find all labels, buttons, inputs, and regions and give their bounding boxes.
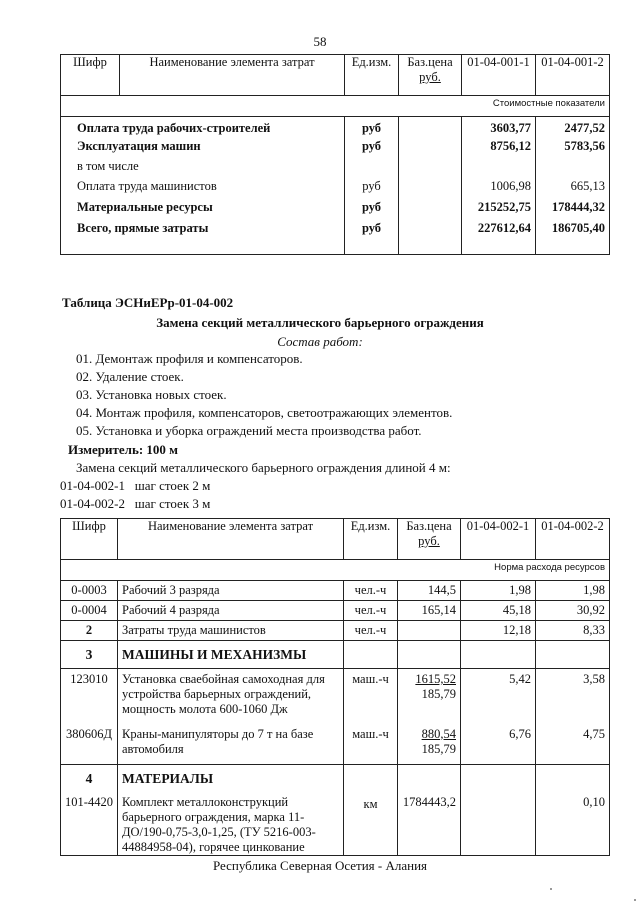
- header-unit: Ед.изм.: [345, 55, 399, 96]
- table-row: в том числе: [61, 159, 610, 179]
- page-number: 58: [313, 34, 327, 49]
- header-col2: 01-04-002-2: [536, 519, 610, 560]
- footer: Республика Северная Осетия - Алания: [212, 858, 428, 873]
- list-item: 05. Установка и уборка ограждений места производства работ.: [76, 423, 422, 438]
- variant-text: шаг стоек 3 м: [134, 496, 211, 511]
- table-subtitle: Замена секций металлического барьерного ограждения: [156, 315, 484, 330]
- description: Замена секций металлического барьерного ограждения длиной 4 м:: [76, 460, 451, 475]
- table-row: 0-0004 Рабочий 4 разряда чел.-ч 165,14 45,18 30,92: [61, 601, 610, 621]
- list-item: 03. Установка новых стоек.: [76, 387, 227, 402]
- table-row: Оплата труда рабочих-строителей руб 3603,77 2477,52: [61, 117, 610, 139]
- header-code: Шифр: [61, 55, 120, 96]
- header-col1: 01-04-002-1: [461, 519, 536, 560]
- table-row: 101-4420 Комплект металлоконструкций барьерного ограждения, марка 11-ДО/190-0,75-3,0-1,25, (ТУ 5216-003-44884958-04), горячее цинкование км 1784443,2 0,10: [61, 793, 610, 856]
- cost-table-header: [61, 55, 610, 96]
- table-row: 2 Затраты труда машинистов чел.-ч 12,18 8,33: [61, 621, 610, 641]
- table-row: Материальные ресурсы руб 215252,75 178444,32: [61, 200, 610, 221]
- meter: Измеритель: 100 м: [68, 442, 179, 457]
- header-price: Баз.цена руб.: [399, 55, 462, 96]
- section-label: Норма расхода ресурсов: [61, 560, 610, 581]
- header-unit: Ед.изм.: [344, 519, 398, 560]
- header-col2: 01-04-001-2: [536, 55, 610, 96]
- section-row: [61, 96, 610, 117]
- table-row: 123010 Установка сваебойная самоходная для устройства барьерных ограждений, мощность молота 600-1060 Дж маш.-ч 1615,52 185,79 5,42 3,58: [61, 669, 610, 727]
- section-row: [61, 560, 610, 581]
- list-item: 02. Удаление стоек.: [76, 369, 184, 384]
- header-price: Баз.цена руб.: [398, 519, 461, 560]
- cost-table: [60, 54, 610, 255]
- table-row: 3 МАШИНЫ И МЕХАНИЗМЫ: [61, 641, 610, 669]
- resource-table: [60, 518, 610, 856]
- list-item: 01. Демонтаж профиля и компенсаторов.: [76, 351, 303, 366]
- variant-code: 01-04-002-2: [60, 496, 125, 511]
- header-name: Наименование элемента затрат: [118, 519, 344, 560]
- resource-table-header: [61, 519, 610, 560]
- variant-1: [60, 477, 210, 495]
- list-item: 04. Монтаж профиля, компенсаторов, светоотражающих элементов.: [76, 405, 453, 420]
- table-row: Эксплуатация машин руб 8756,12 5783,56: [61, 139, 610, 159]
- table-row: Оплата труда машинистов руб 1006,98 665,13: [61, 179, 610, 200]
- table-row: Всего, прямые затраты руб 227612,64 186705,40: [61, 221, 610, 255]
- variant-code: 01-04-002-1: [60, 478, 125, 493]
- scan-speck: [634, 899, 636, 901]
- scan-speck: [550, 888, 552, 890]
- works-heading: Состав работ:: [277, 334, 363, 349]
- table-title: Таблица ЭСНиЕРр-01-04-002: [62, 295, 234, 310]
- variant-text: шаг стоек 2 м: [134, 478, 211, 493]
- table-row: 380606Д Краны-манипуляторы до 7 т на базе автомобиля маш.-ч 880,54 185,79 6,76 4,75: [61, 727, 610, 765]
- works-list: [76, 350, 452, 440]
- table-row: 4 МАТЕРИАЛЫ: [61, 765, 610, 793]
- table-row: 0-0003 Рабочий 3 разряда чел.-ч 144,5 1,98 1,98: [61, 581, 610, 601]
- header-col1: 01-04-001-1: [462, 55, 536, 96]
- variant-2: [60, 495, 210, 513]
- header-name: Наименование элемента затрат: [120, 55, 345, 96]
- section-label: Стоимостные показатели: [61, 96, 610, 117]
- header-code: Шифр: [61, 519, 118, 560]
